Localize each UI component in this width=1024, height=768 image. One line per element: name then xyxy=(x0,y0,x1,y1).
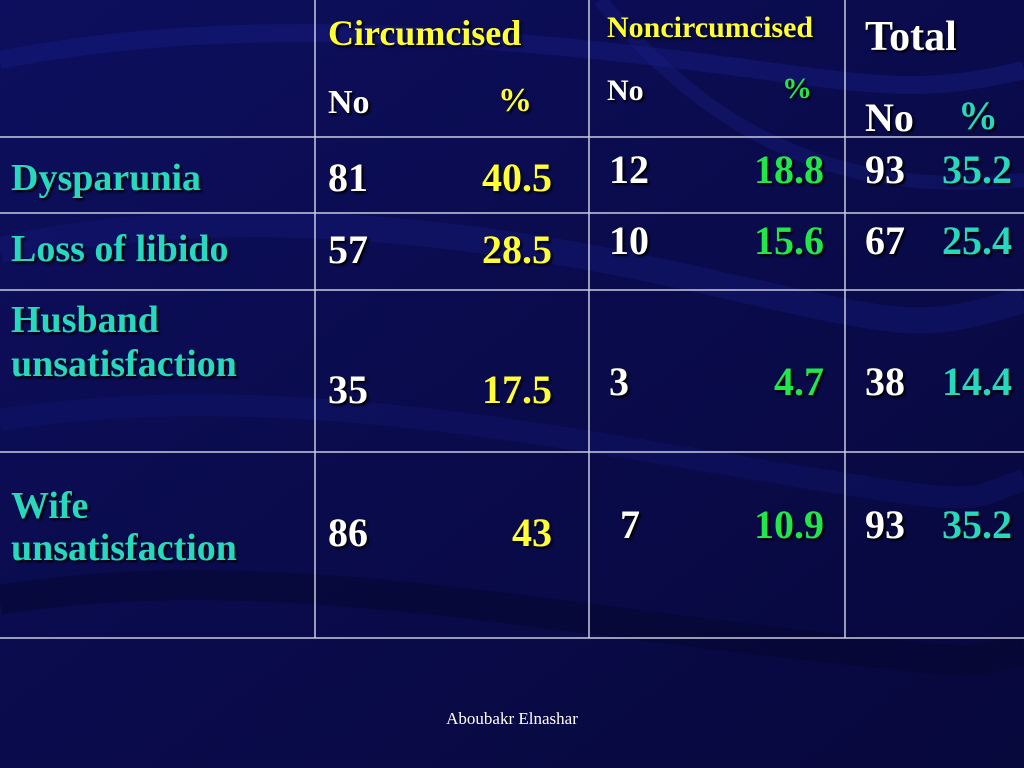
cell-noncirc-pct: 10.9 xyxy=(754,502,824,547)
cell-total-pct: 25.4 xyxy=(942,218,1012,263)
cell-circ-pct: 17.5 xyxy=(482,367,552,412)
row-label-wife-unsatisfaction: unsatisfaction xyxy=(11,527,237,569)
cell-noncirc-no: 12 xyxy=(609,147,649,192)
row-label-dysparunia: Dysparunia xyxy=(11,157,202,199)
cell-circ-pct: 40.5 xyxy=(482,155,552,200)
subheader-circ-pct: % xyxy=(498,82,532,119)
cell-total-no: 38 xyxy=(865,359,905,404)
row-label-husband: Husband xyxy=(11,299,159,341)
cell-circ-pct: 28.5 xyxy=(482,227,552,272)
subheader-total-pct: % xyxy=(958,93,998,138)
cell-noncirc-no: 10 xyxy=(609,218,649,263)
row-label-wife: Wife xyxy=(11,485,89,527)
cell-total-no: 93 xyxy=(865,147,905,192)
row-label-loss-of-libido: Loss of libido xyxy=(11,228,229,270)
cell-total-no: 93 xyxy=(865,502,905,547)
cell-noncirc-no: 3 xyxy=(609,359,629,404)
subheader-noncirc-no: No xyxy=(607,74,644,107)
cell-circ-no: 81 xyxy=(328,155,368,200)
cell-circ-no: 57 xyxy=(328,227,368,272)
footer-author: Aboubakr Elnashar xyxy=(446,709,578,728)
cell-total-pct: 35.2 xyxy=(942,502,1012,547)
cell-total-pct: 35.2 xyxy=(942,147,1012,192)
row-label-husband-unsatisfaction: unsatisfaction xyxy=(11,343,237,385)
cell-total-no: 67 xyxy=(865,218,905,263)
cell-noncirc-pct: 15.6 xyxy=(754,218,824,263)
subheader-total-no: No xyxy=(865,95,914,140)
cell-noncirc-pct: 18.8 xyxy=(754,147,824,192)
cell-noncirc-no: 7 xyxy=(620,502,640,547)
cell-circ-no: 86 xyxy=(328,510,368,555)
cell-total-pct: 14.4 xyxy=(942,359,1012,404)
cell-circ-pct: 43 xyxy=(512,510,552,555)
cell-circ-no: 35 xyxy=(328,367,368,412)
header-total: Total xyxy=(865,14,957,60)
subheader-circ-no: No xyxy=(328,84,370,121)
header-noncircumcised: Noncircumcised xyxy=(607,11,814,44)
subheader-noncirc-pct: % xyxy=(782,72,812,105)
header-circumcised: Circumcised xyxy=(328,13,522,53)
cell-noncirc-pct: 4.7 xyxy=(774,359,824,404)
